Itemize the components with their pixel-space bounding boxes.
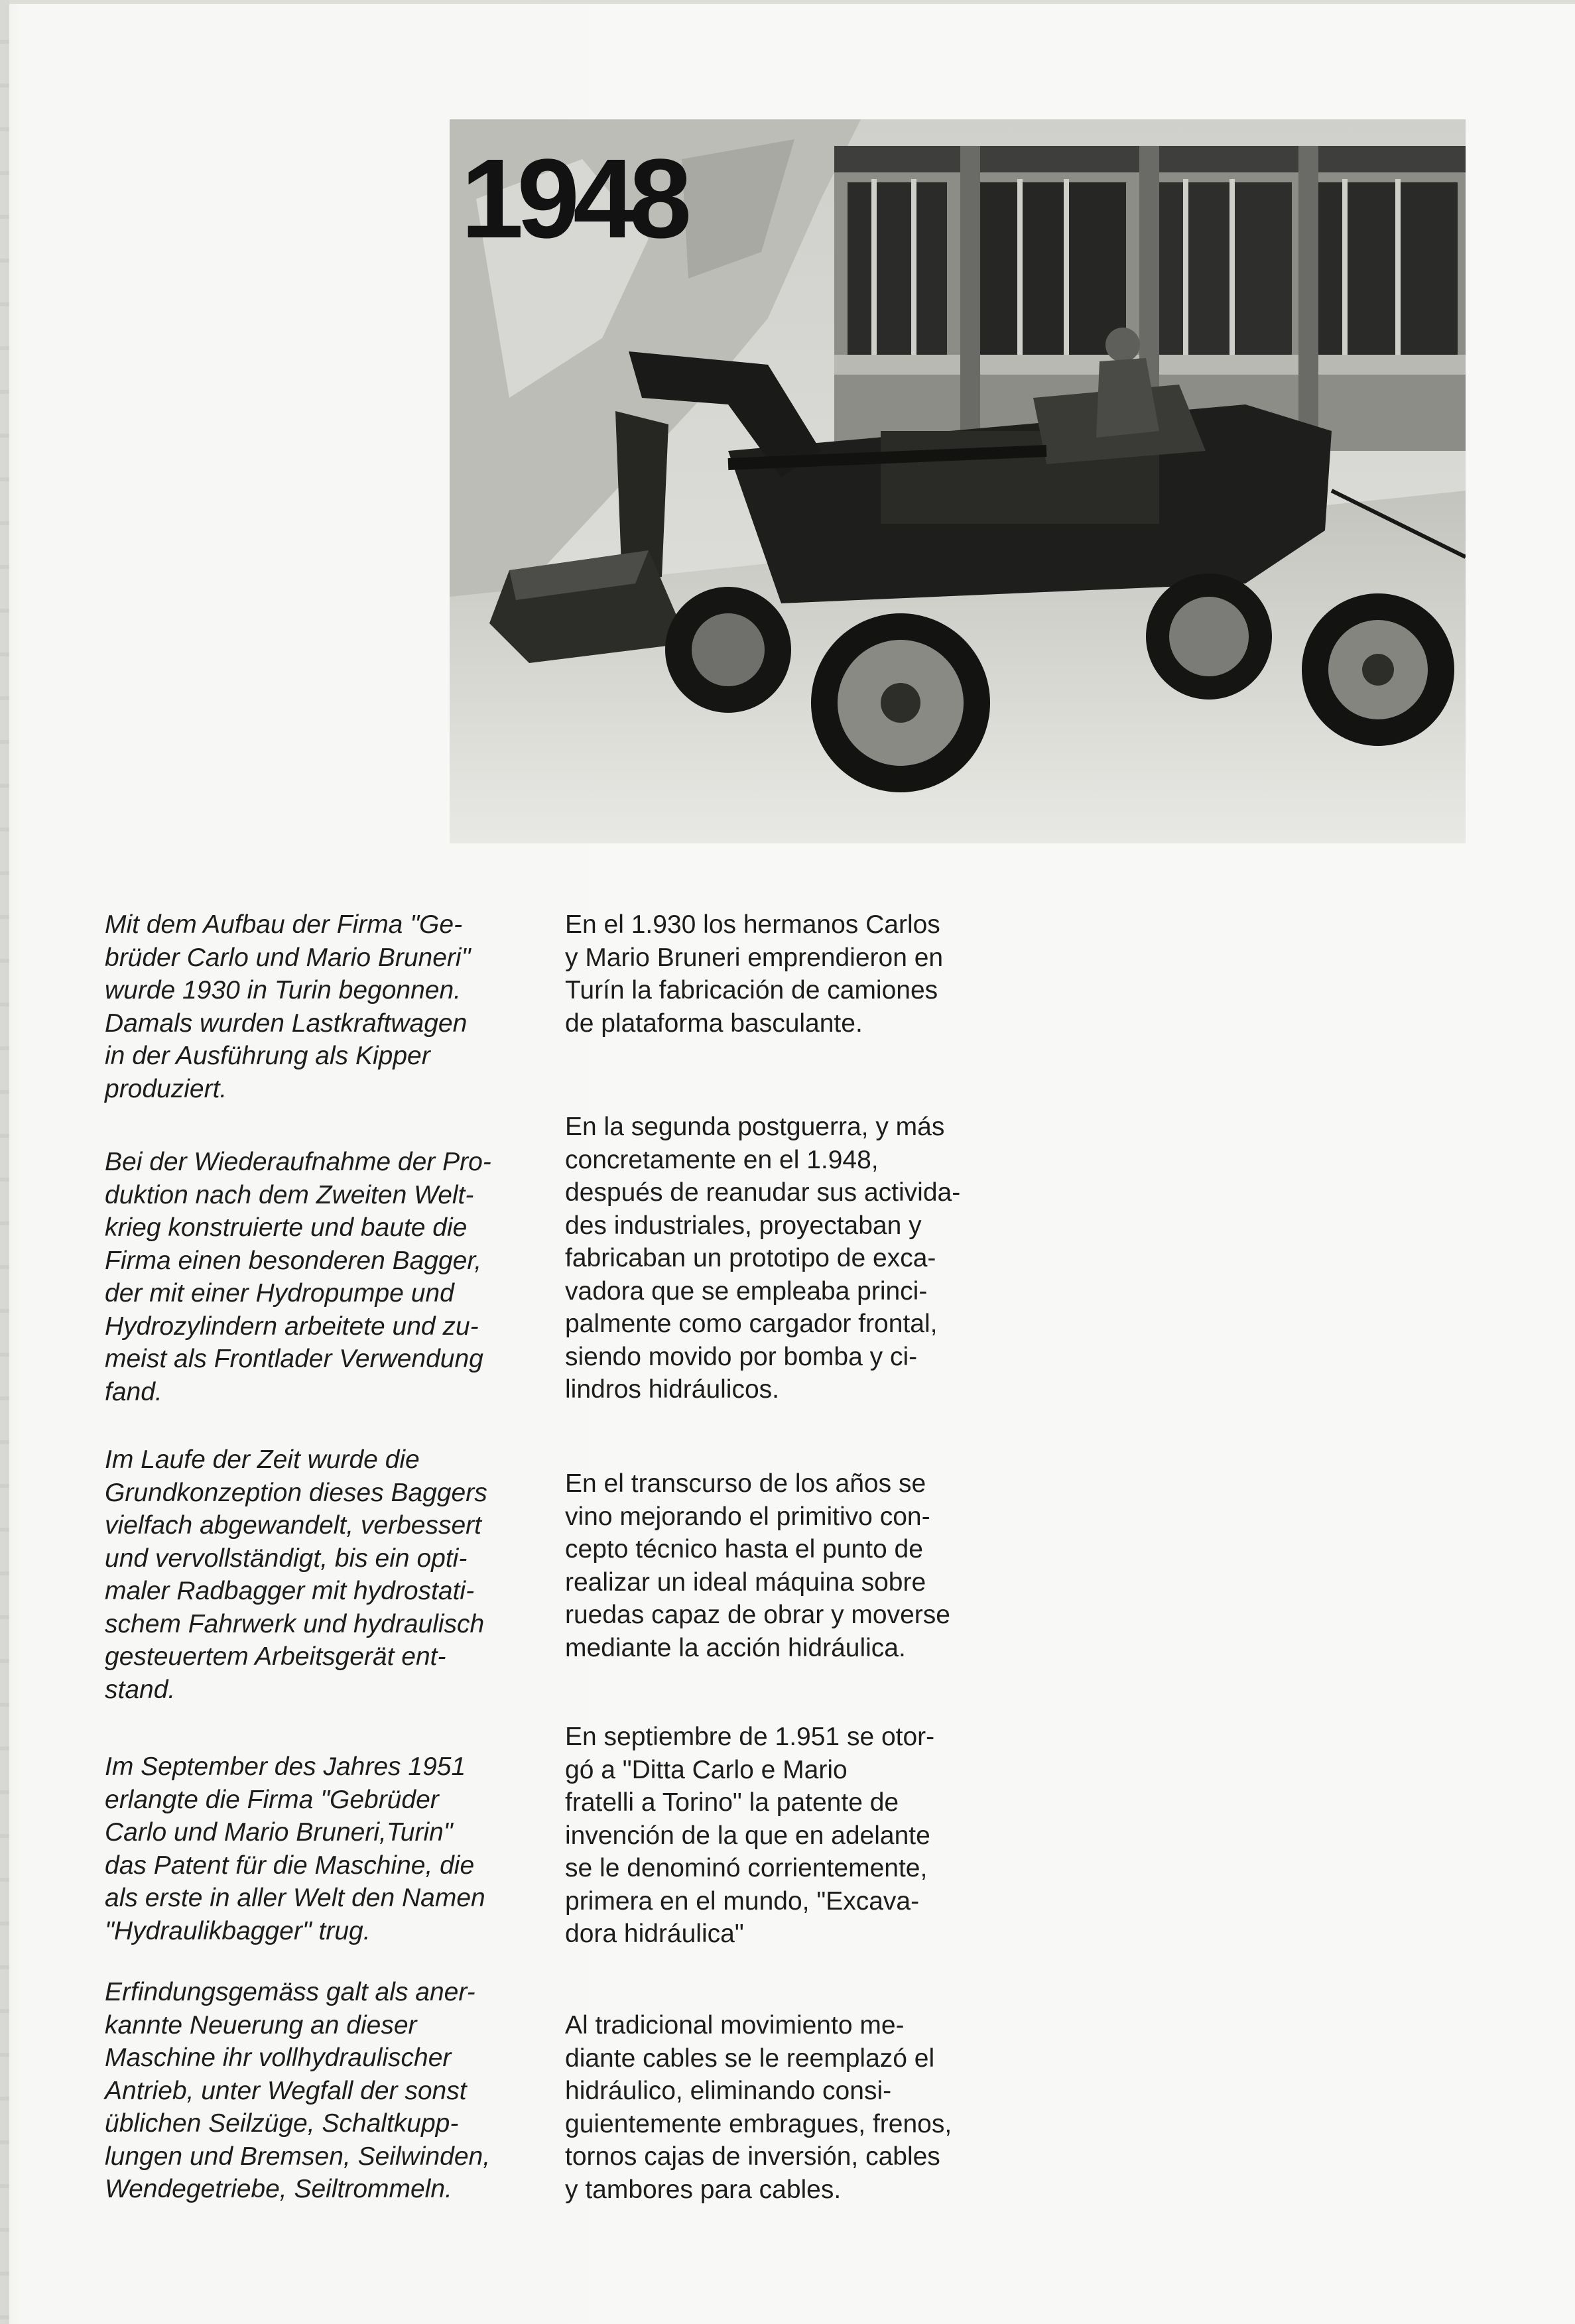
spanish-paragraph-4: En septiembre de 1.951 se otor- gó a "Ditta Carlo e Mario fratelli a Torino" la patente de invención de la que en adelante se le denominó corrientemente, primera en el mundo, "Excava- dora hidráulica": [565, 1723, 935, 1948]
year-label: 1948: [461, 136, 686, 262]
wheel-front: [811, 613, 990, 792]
german-paragraph-5: Erfindungsgemäss galt als aner- kannte Neuerung an dieser Maschine ihr vollhydraulischer Antrieb, unter Wegfall der sonst üblichen Seilzüge, Schaltkupp- lungen und Bremsen, Seilwinden, Wendegetriebe, Seiltrommeln.: [105, 1978, 491, 2203]
german-paragraph-1: Mit dem Aufbau der Firma "Ge- brüder Carlo und Mario Bruneri" wurde 1930 in Turin begonnen. Damals wurden Lastkraftwagen in der Ausführung als Kipper produziert.: [105, 910, 471, 1103]
page-top-edge: [0, 0, 1575, 4]
spanish-paragraph-5: Al tradicional movimiento me- diante cables se le reemplazó el hidráulico, eliminando consi- guientemente embragues, frenos, tornos cajas de inversión, cables y tambores para cables.: [565, 2011, 952, 2204]
wheel-rear-left: [665, 587, 791, 713]
spanish-paragraph-1: En el 1.930 los hermanos Carlos y Mario Bruneri emprendieron en Turín la fabricación de camiones de plataforma basculante.: [565, 910, 944, 1038]
spanish-paragraph-2: En la segunda postguerra, y más concretamente en el 1.948, después de reanudar sus activida- des industriales, proyectaban y fabricaban un prototipo de exca- vadora que se empleaba princi- palmente como cargador frontal, siendo movido por bomba y ci- lindros hidráulicos.: [565, 1113, 961, 1404]
german-paragraph-3: Im Laufe der Zeit wurde die Grundkonzeption dieses Baggers vielfach abgewandelt, verbessert und vervollständigt, bis ein opti- maler Radbagger mit hydrostati- schem Fahrwerk und hydraulisch gesteuertem Arbeitsgerät ent- stand.: [105, 1445, 487, 1704]
wheel-rear-right: [1302, 593, 1454, 746]
spanish-paragraph-3: En el transcurso de los años se vino mejorando el primitivo con- cepto técnico hasta el punto de realizar un ideal máquina sobre ruedas capaz de obrar y moverse mediante la acción hidráulica.: [565, 1469, 950, 1662]
wheel-rear: [1146, 574, 1272, 700]
german-paragraph-4: Im September des Jahres 1951 erlangte die Firma "Gebrüder Carlo und Mario Bruneri,Turin" das Patent für die Maschine, die als erste in aller Welt den Namen "Hydraulikbagger" trug.: [105, 1752, 485, 1945]
german-paragraph-2: Bei der Wiederaufnahme der Pro- duktion nach dem Zweiten Welt- krieg konstruierte und baute die Firma einen besonderen Bagger, der mit einer Hydropumpe und Hydrozylindern arbeitete und zu- meist als Frontlader Verwendung fand.: [105, 1148, 491, 1406]
page-binding-edge: [0, 0, 9, 2324]
